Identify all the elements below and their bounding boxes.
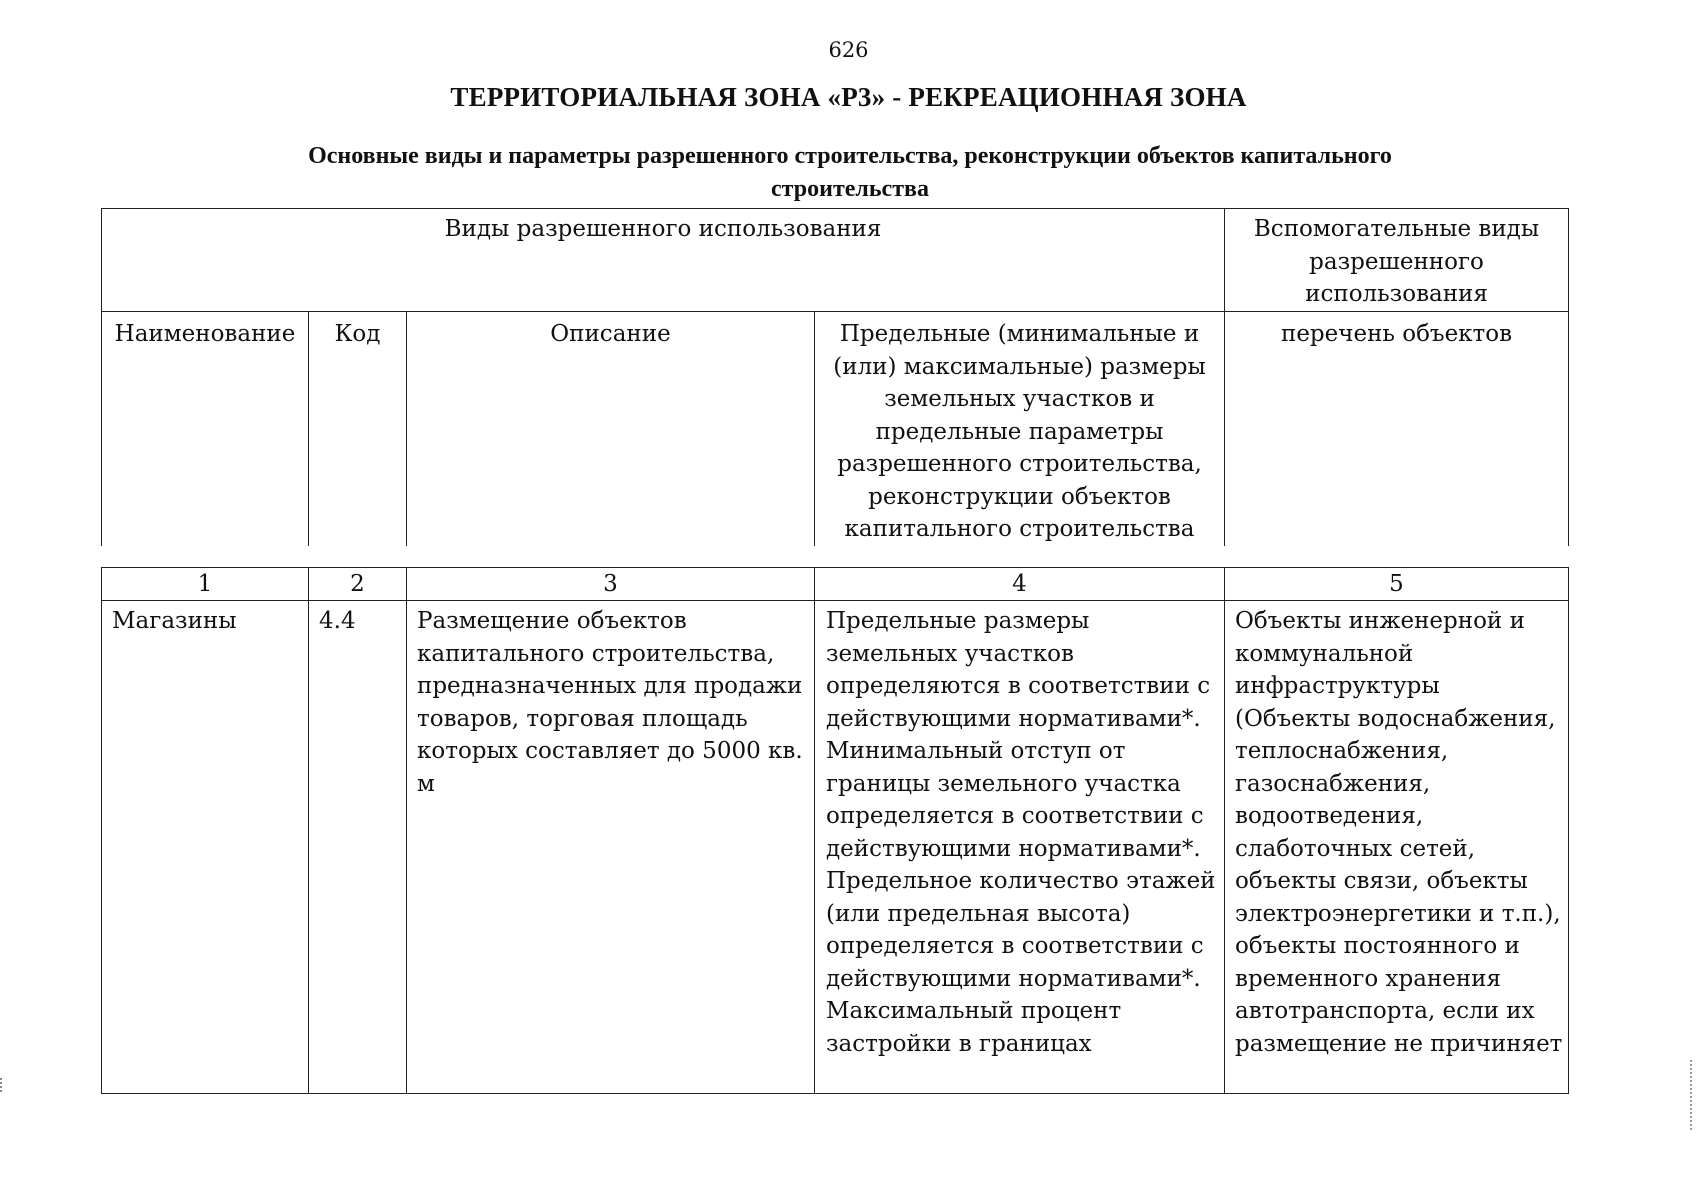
auxiliary-use-group-header (1225, 209, 1569, 312)
column-header-limits (815, 312, 1225, 546)
column-header-name: Наименование (102, 312, 309, 546)
scan-edge-mark (0, 1078, 6, 1092)
text-line: земельных участков (826, 640, 1074, 667)
cell-limits (815, 601, 1225, 1094)
text-line: капитального строительства, (417, 640, 775, 667)
text-line: застройки в границах (826, 1030, 1092, 1057)
text-line: определяется в соответствии с (826, 803, 1204, 829)
text-line: Объекты инженерной и (1235, 608, 1525, 634)
text-line: действующими нормативами*. (826, 835, 1201, 862)
text-line: Размещение объектов (417, 608, 687, 634)
text-line: предназначенных для продажи (417, 673, 803, 699)
text-line: определяются в соответствии с (826, 673, 1211, 699)
header-line: разрешенного (1309, 248, 1484, 275)
text-line: Максимальный процент (826, 998, 1122, 1024)
text-line: размещение не причиняет (1235, 1030, 1563, 1057)
text-line: электроэнергетики и т.п.), (1235, 900, 1561, 927)
header-line: предельные параметры (875, 418, 1164, 445)
section-title-line: строительства (771, 176, 929, 202)
text-line: (или предельная высота) (826, 900, 1131, 927)
text-line: м (417, 770, 435, 797)
header-line: земельных участков и (884, 386, 1155, 412)
text-line: Минимальный отступ от (826, 738, 1126, 764)
text-line: водоотведения, (1235, 803, 1424, 829)
text-line: которых составляет до 5000 кв. (417, 738, 803, 764)
header-line: капитального строительства (844, 516, 1195, 542)
cell-auxiliary-objects (1225, 601, 1569, 1094)
header-table (101, 208, 1569, 546)
table-row (102, 601, 1569, 1094)
text-line: действующими нормативами*. (826, 705, 1201, 732)
text-line: товаров, торговая площадь (417, 705, 748, 732)
cell-description (407, 601, 815, 1094)
permitted-use-group-header: Виды разрешенного использования (102, 209, 1225, 312)
text-line: объекты связи, объекты (1235, 868, 1528, 894)
header-line: реконструкции объектов (868, 483, 1171, 510)
header-line: разрешенного строительства, (837, 451, 1202, 477)
header-line: Вспомогательные виды (1253, 216, 1540, 242)
header-line: Предельные (минимальные и (839, 321, 1200, 347)
text-line: временного хранения (1235, 965, 1502, 992)
column-number: 1 (102, 568, 309, 601)
text-line: автотранспорта, если их (1235, 998, 1535, 1024)
text-line: действующими нормативами*. (826, 965, 1201, 992)
column-header-objects: перечень объектов (1225, 312, 1569, 546)
page-number: 626 (828, 38, 869, 62)
scan-edge-mark (1690, 1060, 1695, 1130)
text-line: объекты постоянного и (1235, 933, 1520, 959)
header-line: использования (1305, 281, 1488, 307)
column-number: 2 (309, 568, 407, 601)
cell-name: Магазины (102, 601, 309, 1094)
column-number: 4 (815, 568, 1225, 601)
text-line: коммунальной (1235, 640, 1414, 667)
column-number: 5 (1225, 568, 1569, 601)
section-title (190, 140, 1510, 206)
text-line: слаботочных сетей, (1235, 835, 1476, 862)
section-title-line: Основные виды и параметры разрешенного строительства, реконструкции объектов капитального (308, 143, 1392, 169)
column-header-description: Описание (407, 312, 815, 546)
text-line: определяется в соответствии с (826, 933, 1204, 959)
column-number: 3 (407, 568, 815, 601)
text-line: Предельное количество этажей (826, 868, 1216, 894)
text-line: теплоснабжения, (1235, 738, 1449, 764)
data-table (101, 567, 1569, 1094)
text-line: (Объекты водоснабжения, (1235, 705, 1556, 732)
zone-title: ТЕРРИТОРИАЛЬНАЯ ЗОНА «Р3» - РЕКРЕАЦИОННАЯ ЗОНА (450, 82, 1247, 112)
header-line: (или) максимальные) размеры (833, 353, 1206, 380)
cell-code: 4.4 (309, 601, 407, 1094)
column-header-code: Код (309, 312, 407, 546)
text-line: газоснабжения, (1235, 770, 1431, 797)
text-line: инфраструктуры (1235, 673, 1440, 699)
text-line: Предельные размеры (826, 608, 1090, 634)
text-line: границы земельного участка (826, 770, 1181, 797)
